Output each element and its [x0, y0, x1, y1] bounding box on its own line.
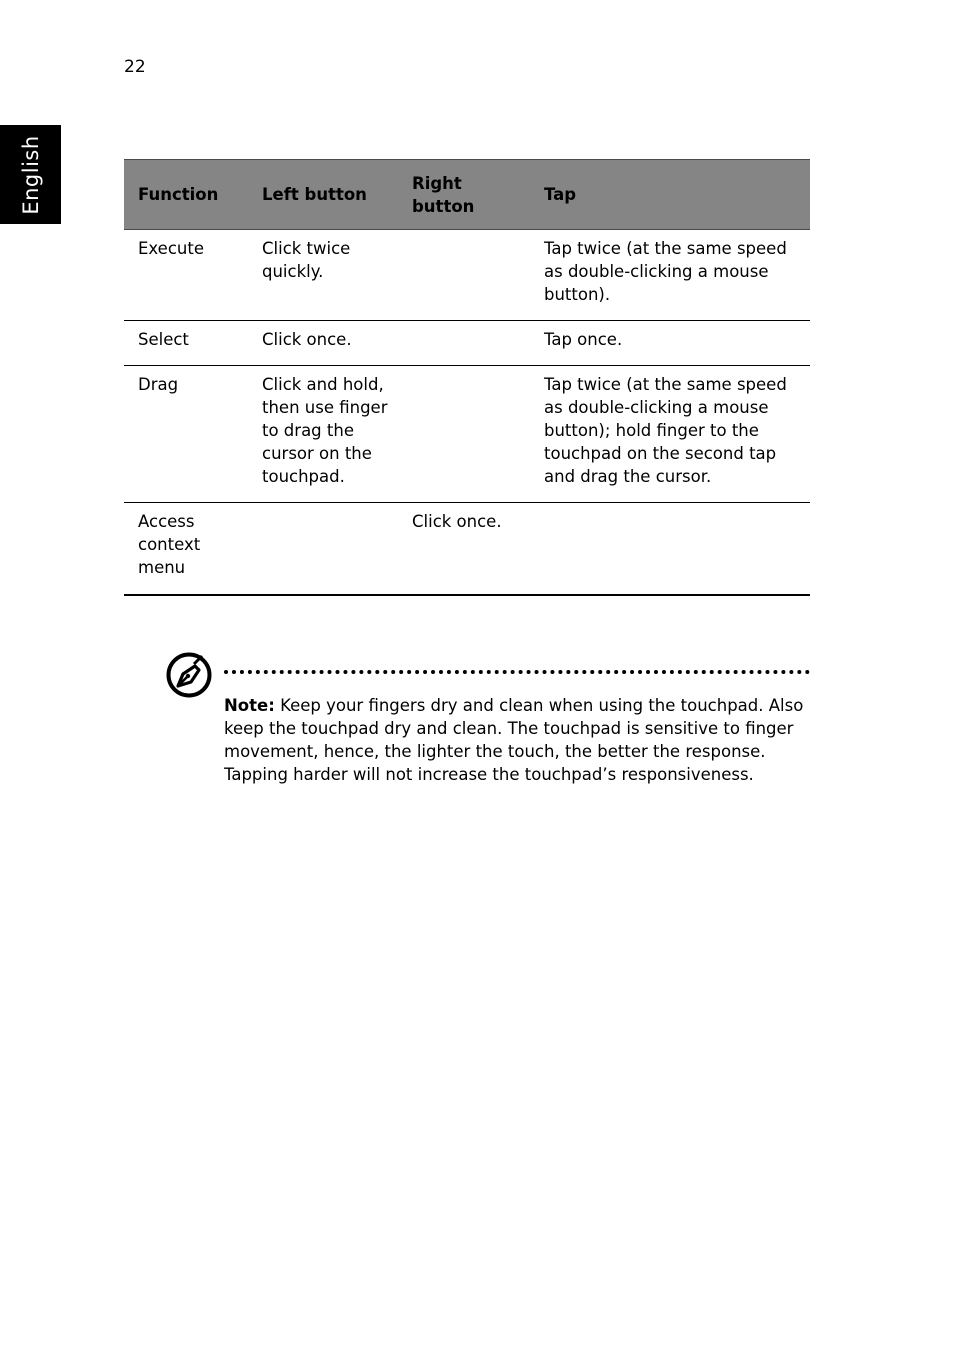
header-left-button: Left button	[248, 160, 398, 230]
cell-tap	[530, 503, 810, 596]
pen-nib-icon	[166, 652, 212, 698]
dotted-divider	[224, 670, 810, 674]
cell-left-button	[248, 503, 398, 596]
header-right-button: Right button	[398, 160, 530, 230]
cell-left-button: Click once.	[248, 321, 398, 366]
page-number: 22	[124, 57, 146, 77]
cell-tap: Tap once.	[530, 321, 810, 366]
table-header-row	[124, 160, 810, 230]
header-tap: Tap	[530, 160, 810, 230]
table-row	[124, 230, 810, 321]
cell-function: Execute	[124, 230, 248, 321]
cell-function: Access context menu	[124, 503, 248, 596]
cell-right-button	[398, 366, 530, 503]
language-tab	[0, 125, 61, 224]
cell-right-button	[398, 230, 530, 321]
language-tab-label: English	[18, 134, 43, 215]
cell-function: Drag	[124, 366, 248, 503]
touchpad-operations-table	[124, 159, 810, 596]
table-row	[124, 503, 810, 596]
cell-function: Select	[124, 321, 248, 366]
cell-tap: Tap twice (at the same speed as double-clicking a mouse button).	[530, 230, 810, 321]
note-body: Keep your fingers dry and clean when using the touchpad. Also keep the touchpad dry and clean. The touchpad is sensitive to finger movement, hence, the lighter the touch, the better the response. Tapping harder will not increase the touchpad’s responsiveness.	[224, 696, 804, 784]
header-function: Function	[124, 160, 248, 230]
cell-right-button: Click once.	[398, 503, 530, 596]
note-label: Note:	[224, 696, 275, 715]
cell-left-button: Click and hold, then use finger to drag the cursor on the touchpad.	[248, 366, 398, 503]
table-row	[124, 321, 810, 366]
note-text	[224, 694, 810, 786]
cell-tap: Tap twice (at the same speed as double-clicking a mouse button); hold finger to the touchpad on the second tap and drag the cursor.	[530, 366, 810, 503]
table-row	[124, 366, 810, 503]
cell-right-button	[398, 321, 530, 366]
cell-left-button: Click twice quickly.	[248, 230, 398, 321]
